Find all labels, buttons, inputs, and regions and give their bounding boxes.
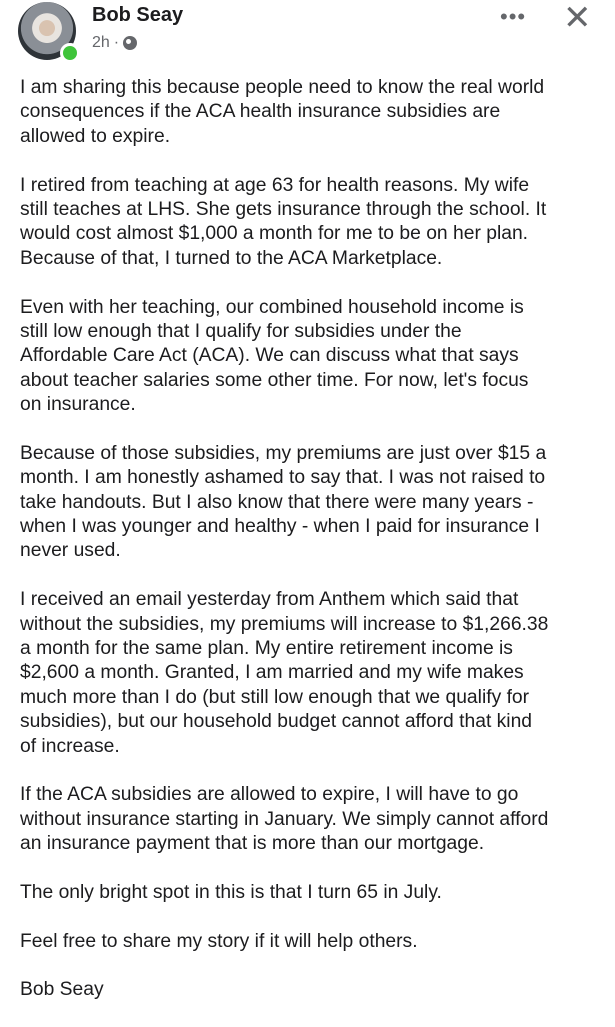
text-line: without insurance starting in January. We simply cannot afford (20, 808, 549, 830)
text-line: much more than I do (but still low enough that we qualify for (20, 686, 530, 708)
text-line: when I was younger and healthy - when I paid for insurance I (20, 516, 540, 538)
post-meta (92, 34, 137, 52)
post-paragraph (20, 174, 610, 272)
text-line: never used. (20, 540, 121, 562)
post-paragraph (20, 296, 610, 418)
separator: · (113, 34, 120, 51)
post-paragraph (20, 588, 610, 759)
text-line: take handouts. But I also know that there were many years - (20, 491, 534, 513)
text-line: about teacher salaries some other time. For now, let's focus (20, 369, 529, 391)
text-line: I received an email yesterday from Anthem which said that (20, 589, 519, 611)
text-line: I retired from teaching at age 63 for health reasons. My wife (20, 174, 530, 196)
text-line: If the ACA subsidies are allowed to expire, I will have to go (20, 784, 519, 806)
text-line: Affordable Care Act (ACA). We can discuss what that says (20, 345, 519, 367)
post-body (20, 76, 610, 1027)
text-line: The only bright spot in this is that I turn 65 in July. (20, 881, 442, 903)
text-line: $2,600 a month. Granted, I am married and my wife makes (20, 662, 524, 684)
text-line: Feel free to share my story if it will help others. (20, 930, 418, 952)
text-line: Bob Seay (20, 979, 104, 1001)
post-header (0, 0, 615, 70)
text-line: without the subsidies, my premiums will increase to $1,266.38 (20, 613, 549, 635)
text-line: Even with her teaching, our combined household income is (20, 296, 524, 318)
close-button[interactable]: ✕ (563, 0, 592, 37)
text-line: Because of those subsidies, my premiums are just over $15 a (20, 442, 547, 464)
text-line: Because of that, I turned to the ACA Marketplace. (20, 247, 443, 269)
globe-icon (123, 36, 137, 50)
text-line: I am sharing this because people need to know the real world (20, 77, 545, 98)
text-line: allowed to expire. (20, 125, 171, 147)
post-paragraph (20, 930, 610, 954)
text-line: consequences if the ACA health insurance subsidies are (20, 101, 501, 123)
text-line: subsidies), but our household budget cannot afford that kind (20, 711, 533, 733)
text-line: an insurance payment that is more than our mortgage. (20, 833, 485, 855)
online-status-icon (60, 43, 80, 63)
more-options-button[interactable]: ••• (500, 4, 527, 29)
post-paragraph (20, 442, 610, 564)
post-paragraph (20, 76, 610, 149)
post-paragraph (20, 783, 610, 856)
text-line: still low enough that I qualify for subsidies under the (20, 320, 462, 342)
text-line: still teaches at LHS. She gets insurance through the school. It (20, 198, 547, 220)
post-time[interactable]: 2h (92, 34, 110, 51)
text-line: would cost almost $1,000 a month for me to be on her plan. (20, 223, 529, 245)
post-paragraph (20, 978, 610, 1002)
text-line: on insurance. (20, 394, 136, 416)
text-line: a month for the same plan. My entire retirement income is (20, 637, 513, 659)
post-paragraph (20, 881, 610, 905)
text-line: month. I am honestly ashamed to say that. I was not raised to (20, 467, 546, 489)
author-name[interactable]: Bob Seay (92, 4, 184, 26)
text-line: of increase. (20, 735, 120, 757)
